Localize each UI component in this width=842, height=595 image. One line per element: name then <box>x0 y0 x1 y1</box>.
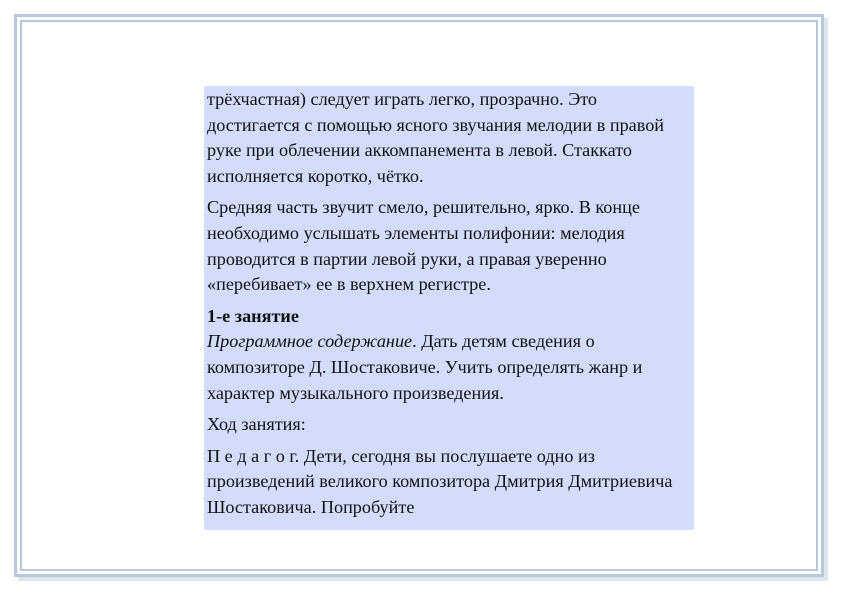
lesson-heading: 1-е занятие <box>207 305 299 326</box>
text-block <box>204 86 694 530</box>
program-label: Программное содержание <box>207 331 413 352</box>
program-paragraph <box>207 329 692 406</box>
teacher-text: Дети, сегодня вы послушаете одно из произведений великого композитора Дмитрия Дмитриевича Шостаковича. Попробуйте <box>207 445 673 517</box>
teacher-paragraph <box>207 444 692 521</box>
frame-shadow-bottom <box>18 577 828 581</box>
frame-shadow-right <box>824 18 828 579</box>
program-text: . Дать детям сведения о композиторе Д. Шостаковиче. Учить определять жанр и характер музыкального произведения. <box>207 331 643 403</box>
paragraph-1: трёхчастная) следует играть легко, прозрачно. Это достигается с помощью ясного звучания мелодии в правой руке при облечении аккомпанемента в левой. Стаккато исполняется коротко, чётко. <box>207 89 665 186</box>
lesson-flow: Ход занятия: <box>207 414 306 435</box>
teacher-label: П е д а г о г. <box>207 445 300 466</box>
paragraph-2: Средняя часть звучит смело, решительно, ярко. В конце необходимо услышать элементы полифонии: мелодия проводится в партии левой руки, а правая уверенно «перебивает» ее в верхнем регистре. <box>207 197 640 295</box>
